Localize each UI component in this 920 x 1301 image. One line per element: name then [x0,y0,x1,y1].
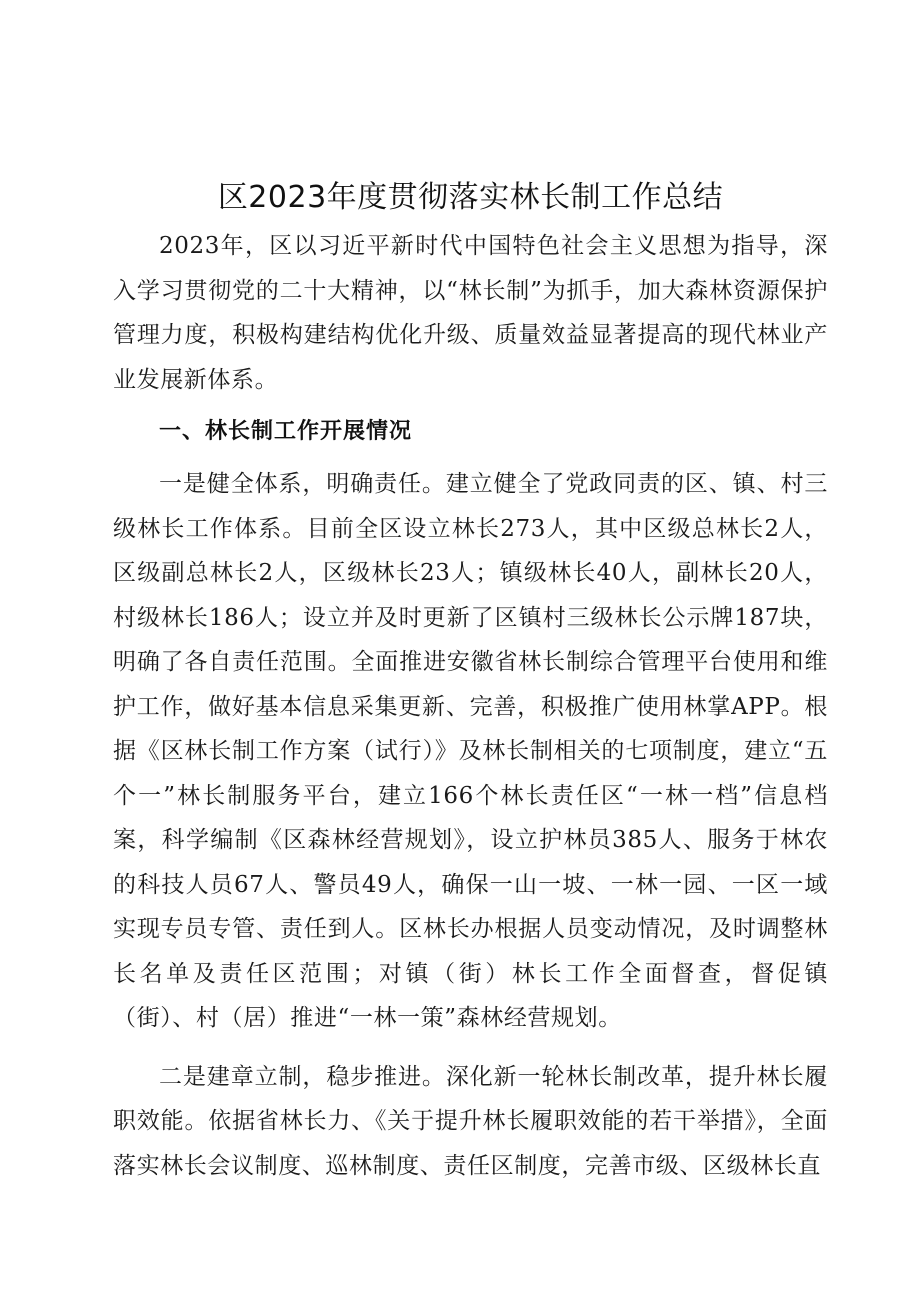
document-body [113,172,828,1188]
document-title: 区2023年度贯彻落实林长制工作总结 [217,180,724,215]
paragraph-regulations: 二是建章立制，稳步推进。深化新一轮林长制改革，提升林长履职效能。依据省林长力、《关于提升林长履职效能的若干举措》，全面落实林长会议制度、巡林制度、责任区制度，完善市级、区级林长直 [113,1063,828,1179]
paragraph-system: 一是健全体系，明确责任。建立健全了党政同责的区、镇、村三级林长工作体系。目前全区设立林长273人，其中区级总林长2人，区级副总林长2人，区级林长23人；镇级林长40人，副林长20人，村级林长186人；设立并及时更新了区镇村三级林长公示牌187块，明确了各自责任范围。全面推进安徽省林长制综合管理平台使用和维护工作，做好基本信息采集更新、完善，积极推广使用林掌APP。根据《区林长制工作方案（试行）》及林长制相关的七项制度，建立“五个一”林长制服务平台，建立166个林长责任区“一林一档”信息档案，科学编制《区森林经营规划》，设立护林员385人、服务于林农的科技人员67人、警员49人，确保一山一坡、一林一园、一区一域实现专员专管、责任到人。区林长办根据人员变动情况，及时调整林长名单及责任区范围；对镇（街）林长工作全面督查，督促镇（街）、村（居）推进“一林一策”森林经营规划。 [113,471,828,1031]
section-heading: 一、林长制工作开展情况 [159,419,413,444]
intro-paragraph: 2023年，区以习近平新时代中国特色社会主义思想为指导，深入学习贯彻党的二十大精神，以“林长制”为抓手，加大森林资源保护管理力度，积极构建结构优化升级、质量效益显著提高的现代林业产业发展新体系。 [113,233,828,393]
paragraph-gap [113,1041,828,1055]
